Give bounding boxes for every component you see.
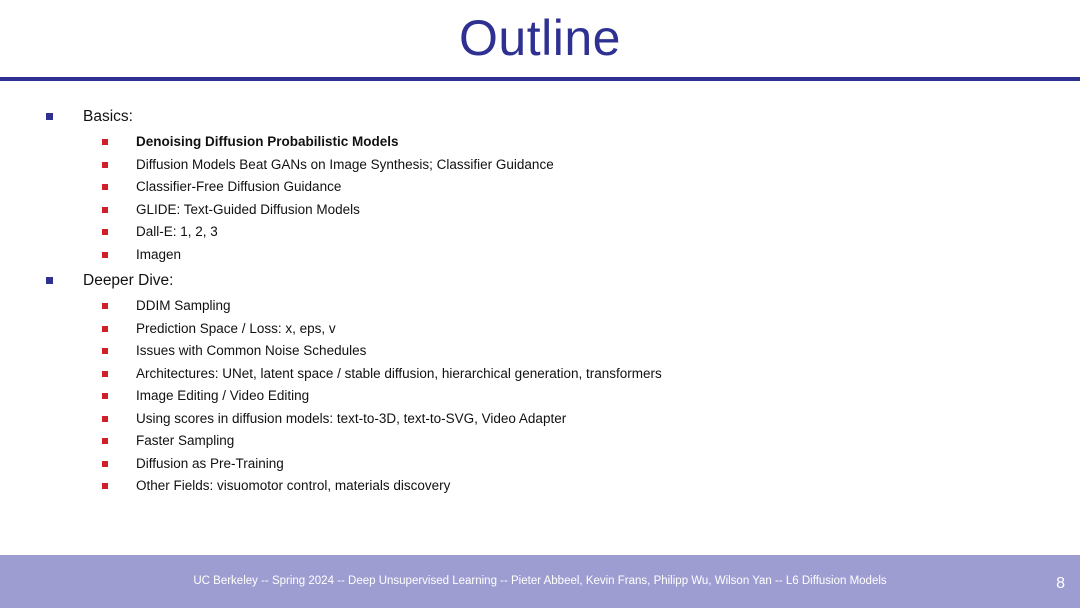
list-item bbox=[0, 295, 1080, 318]
square-bullet-icon bbox=[102, 229, 108, 235]
list-item-text: Diffusion Models Beat GANs on Image Synthesis; Classifier Guidance bbox=[136, 156, 554, 172]
square-bullet-icon bbox=[46, 277, 53, 284]
square-bullet-icon bbox=[102, 303, 108, 309]
square-bullet-icon bbox=[102, 326, 108, 332]
list-item-text: Faster Sampling bbox=[136, 433, 235, 448]
square-bullet-icon bbox=[102, 162, 108, 168]
list-item bbox=[0, 199, 1080, 222]
list-item-text: Image Editing / Video Editing bbox=[136, 388, 310, 403]
sub-list bbox=[0, 295, 1080, 498]
list-item-text: Diffusion as Pre-Training bbox=[136, 455, 284, 471]
list-item bbox=[0, 430, 1080, 453]
list-item bbox=[0, 363, 1080, 386]
list-item bbox=[0, 340, 1080, 363]
list-item-text: Other Fields: visuomotor control, materials discovery bbox=[136, 478, 451, 493]
square-bullet-icon bbox=[102, 461, 108, 467]
square-bullet-icon bbox=[102, 252, 108, 258]
list-item bbox=[0, 408, 1080, 431]
list-item-text: GLIDE: Text-Guided Diffusion Models bbox=[136, 201, 360, 217]
list-item-text: Dall-E: 1, 2, 3 bbox=[136, 224, 218, 239]
slide-title: Outline bbox=[459, 10, 621, 66]
sub-list bbox=[0, 131, 1080, 266]
footer-text: UC Berkeley -- Spring 2024 -- Deep Unsupervised Learning -- Pieter Abbeel, Kevin Frans, Philipp Wu, Wilson Yan -- L6 Diffusion Models bbox=[193, 575, 887, 587]
section-label: Basics: bbox=[83, 108, 133, 125]
list-item bbox=[0, 131, 1080, 154]
list-item-text: Prediction Space / Loss: x, eps, v bbox=[136, 320, 336, 336]
list-item bbox=[0, 154, 1080, 177]
section-label: Deeper Dive: bbox=[83, 272, 174, 289]
list-item bbox=[0, 221, 1080, 244]
square-bullet-icon bbox=[102, 139, 108, 145]
footer-bar bbox=[0, 555, 1080, 608]
square-bullet-icon bbox=[102, 416, 108, 422]
list-item bbox=[0, 385, 1080, 408]
list-item bbox=[0, 475, 1080, 498]
list-item-text: Classifier-Free Diffusion Guidance bbox=[136, 179, 342, 194]
square-bullet-icon bbox=[102, 371, 108, 377]
square-bullet-icon bbox=[102, 438, 108, 444]
list-item-text: Imagen bbox=[136, 246, 182, 262]
list-item bbox=[0, 453, 1080, 476]
title-divider bbox=[0, 77, 1080, 81]
list-item bbox=[0, 244, 1080, 267]
list-item bbox=[0, 176, 1080, 199]
list-item-text: Architectures: UNet, latent space / stable diffusion, hierarchical generation, transformers bbox=[136, 365, 662, 381]
list-item-text: Denoising Diffusion Probabilistic Models bbox=[136, 134, 399, 149]
square-bullet-icon bbox=[102, 184, 108, 190]
outline-list bbox=[0, 104, 1080, 500]
page-number: 8 bbox=[1056, 575, 1065, 592]
list-item-text: DDIM Sampling bbox=[136, 298, 231, 313]
square-bullet-icon bbox=[46, 113, 53, 120]
section-heading bbox=[0, 268, 1080, 293]
square-bullet-icon bbox=[102, 393, 108, 399]
list-item bbox=[0, 318, 1080, 341]
square-bullet-icon bbox=[102, 348, 108, 354]
square-bullet-icon bbox=[102, 483, 108, 489]
list-item-text: Using scores in diffusion models: text-to-3D, text-to-SVG, Video Adapter bbox=[136, 410, 567, 426]
section-heading bbox=[0, 104, 1080, 129]
list-item-text: Issues with Common Noise Schedules bbox=[136, 343, 367, 358]
square-bullet-icon bbox=[102, 207, 108, 213]
